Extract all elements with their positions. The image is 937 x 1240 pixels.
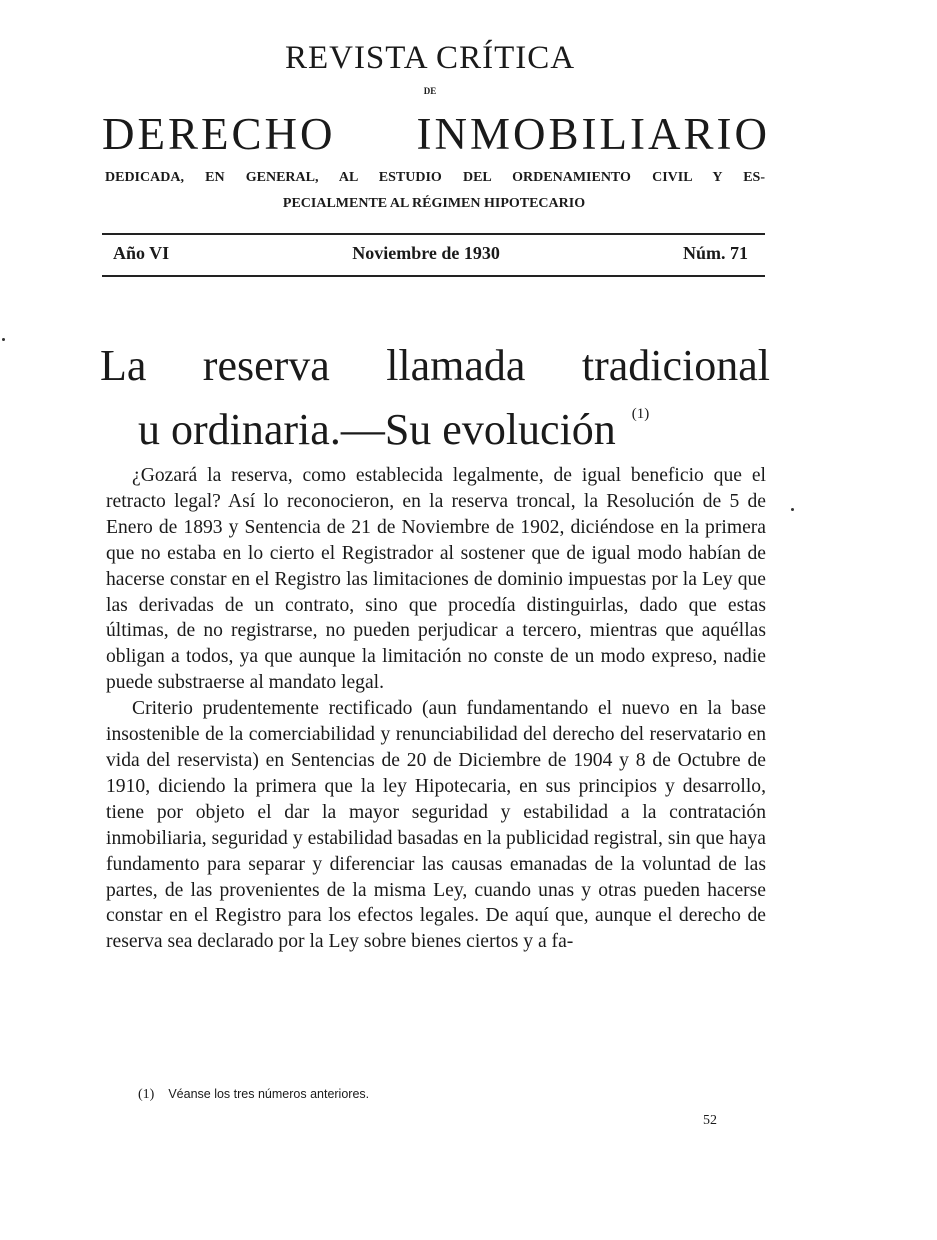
article-title-line2-text: u ordinaria.—Su evolución xyxy=(138,405,616,454)
scan-mark xyxy=(2,338,5,341)
scan-mark xyxy=(791,508,794,511)
footnote xyxy=(138,1087,369,1103)
paragraph: ¿Gozará la reserva, como establecida legalmente, de igual beneficio que el retracto legal? Así lo reconocieron, en la reserva troncal, la Resolución de 5 de Enero de 1893 y Sentencia de 21 de Noviembre de 1902, diciéndose en la primera que no estaba en lo cierto el Registrador al sostener que de igual modo habían de hacerse constar en el Registro las limitaciones de dominio impuestas por la Ley que las derivadas de un contrato, sino que procedía distinguirlas, dado que estas últimas, de no registrarse, no pueden perjudicar a tercero, mientras que aquéllas obligan a todos, ya que aunque la limitación no conste de un modo expreso, nadie puede substraerse al mandato legal. xyxy=(106,465,766,694)
masthead-subtitle-line2: PECIALMENTE AL RÉGIMEN HIPOTECARIO xyxy=(282,196,586,211)
masthead-de: DE xyxy=(423,86,437,96)
footnote-reference: (1) xyxy=(631,406,650,422)
article-title-line1: La reserva llamada tradicional xyxy=(100,341,770,390)
article-body xyxy=(106,463,766,955)
masthead-subject: DERECHO INMOBILIARIO xyxy=(102,109,770,159)
page-number: 52 xyxy=(703,1113,717,1128)
masthead-subtitle-line1: DEDICADA, EN GENERAL, AL ESTUDIO DEL ORDENAMIENTO CIVIL Y ES- xyxy=(105,170,765,185)
paragraph: Criterio prudentemente rectificado (aun fundamentando el nuevo en la base insostenible de la comerciabilidad y renunciabilidad del derecho del reservatario en vida del reservista) en Sentencias de 20 de Diciembre de 1904 y 8 de Octubre de 1910, diciendo la primera que la ley Hipotecaria, en sus principios y desarrollo, tiene por objeto el dar la mayor seguridad y estabilidad a la contratación inmobiliaria, seguridad y estabilidad basadas en la publicidad registral, sin que haya fundamento para separar y diferenciar las causas emanadas de la voluntad de las partes, de las provenientes de la misma Ley, cuando unas y otras pueden hacerse constar en el Registro para los efectos legales. De aquí que, aunque el derecho de reserva sea declarado por la Ley sobre bienes ciertos y a fa- xyxy=(106,698,766,953)
bottom-rule xyxy=(102,275,765,277)
issue-number: Núm. 71 xyxy=(682,243,748,263)
issue-year: Año VI xyxy=(113,243,170,263)
top-rule xyxy=(102,233,765,235)
footnote-text: Véanse los tres números anteriores. xyxy=(168,1087,370,1101)
article-title-line2 xyxy=(138,390,758,454)
masthead-title: REVISTA CRÍTICA xyxy=(284,40,576,76)
footnote-number: (1) xyxy=(138,1087,155,1102)
issue-date: Noviembre de 1930 xyxy=(352,243,500,263)
issue-info xyxy=(113,243,748,264)
